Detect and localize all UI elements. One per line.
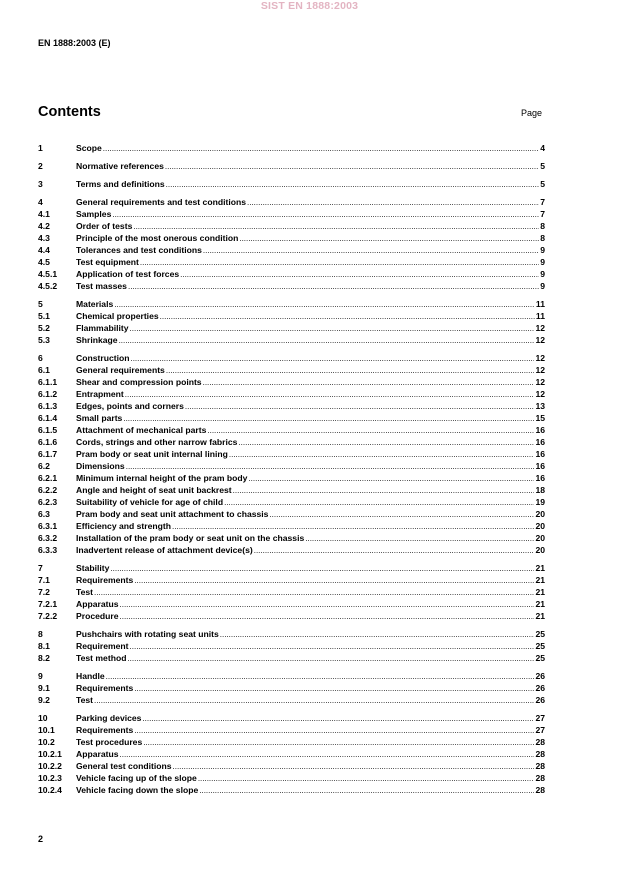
toc-entry-number: 10.1 bbox=[38, 725, 55, 735]
toc-dot-leader bbox=[199, 784, 534, 797]
toc-entry-number: 4 bbox=[38, 197, 43, 207]
toc-entry[interactable] bbox=[38, 586, 545, 598]
toc-dot-leader bbox=[120, 610, 535, 623]
toc-entry[interactable] bbox=[38, 364, 545, 376]
toc-entry-title: Test equipment bbox=[76, 257, 139, 267]
toc-entry-number: 6.3.2 bbox=[38, 533, 58, 543]
toc-entry-number: 6.1.5 bbox=[38, 425, 58, 435]
toc-entry-page: 7 bbox=[540, 209, 545, 219]
toc-entry-number: 4.2 bbox=[38, 221, 50, 231]
toc-entry-number: 6.1.1 bbox=[38, 377, 58, 387]
toc-entry-title: Test masses bbox=[76, 281, 127, 291]
toc-entry[interactable] bbox=[38, 598, 545, 610]
toc-entry[interactable] bbox=[38, 748, 545, 760]
toc-entry-page: 25 bbox=[535, 653, 545, 663]
toc-entry-title: Chemical properties bbox=[76, 311, 159, 321]
toc-entry[interactable] bbox=[38, 142, 545, 154]
toc-dot-leader bbox=[103, 142, 539, 155]
toc-entry-page: 16 bbox=[535, 461, 545, 471]
toc-entry-page: 12 bbox=[535, 389, 545, 399]
toc-entry-title: Requirements bbox=[76, 725, 134, 735]
toc-dot-leader bbox=[254, 544, 535, 557]
toc-entry[interactable] bbox=[38, 508, 545, 520]
toc-entry-title: Order of tests bbox=[76, 221, 133, 231]
toc-entry[interactable] bbox=[38, 694, 545, 706]
toc-entry-page: 28 bbox=[535, 749, 545, 759]
toc-entry-title: Pushchairs with rotating seat units bbox=[76, 629, 219, 639]
toc-entry[interactable] bbox=[38, 562, 545, 574]
toc-entry-page: 20 bbox=[535, 509, 545, 519]
toc-entry-page: 20 bbox=[535, 521, 545, 531]
toc-entry-title: General requirements and test conditions bbox=[76, 197, 247, 207]
toc-entry-page: 9 bbox=[540, 257, 545, 267]
toc-entry-number: 10.2.3 bbox=[38, 773, 62, 783]
toc-entry-title: Requirements bbox=[76, 575, 134, 585]
toc-section-group bbox=[38, 712, 545, 796]
toc-entry-number: 7 bbox=[38, 563, 43, 573]
toc-section-group bbox=[38, 142, 545, 154]
toc-entry-page: 28 bbox=[535, 785, 545, 795]
toc-entry[interactable] bbox=[38, 322, 545, 334]
toc-entry-page: 12 bbox=[535, 377, 545, 387]
toc-section-group bbox=[38, 178, 545, 190]
toc-entry[interactable] bbox=[38, 310, 545, 322]
toc-entry-number: 6.3.3 bbox=[38, 545, 58, 555]
toc-entry-page: 20 bbox=[535, 545, 545, 555]
toc-entry[interactable] bbox=[38, 280, 545, 292]
toc-entry-title: Application of test forces bbox=[76, 269, 180, 279]
toc-entry[interactable] bbox=[38, 298, 545, 310]
toc-entry[interactable] bbox=[38, 220, 545, 232]
toc-entry[interactable] bbox=[38, 208, 545, 220]
toc-entry-page: 16 bbox=[535, 473, 545, 483]
toc-entry-number: 4.1 bbox=[38, 209, 50, 219]
toc-entry-title: Requirements bbox=[76, 683, 134, 693]
toc-entry-title: Small parts bbox=[76, 413, 123, 423]
toc-entry-title: Inadvertent release of attachment device(s) bbox=[76, 545, 253, 555]
toc-entry-title: Parking devices bbox=[76, 713, 142, 723]
toc-entry-number: 7.1 bbox=[38, 575, 50, 585]
toc-entry[interactable] bbox=[38, 724, 545, 736]
toc-entry-page: 12 bbox=[535, 353, 545, 363]
toc-entry-title: Test bbox=[76, 695, 94, 705]
toc-entry[interactable] bbox=[38, 544, 545, 556]
toc-entry-title: Dimensions bbox=[76, 461, 125, 471]
toc-entry-title: Samples bbox=[76, 209, 112, 219]
toc-entry-page: 26 bbox=[535, 671, 545, 681]
toc-entry-number: 4.5 bbox=[38, 257, 50, 267]
toc-entry-page: 27 bbox=[535, 725, 545, 735]
toc-entry-title: Tolerances and test conditions bbox=[76, 245, 202, 255]
toc-entry[interactable] bbox=[38, 352, 545, 364]
toc-entry[interactable] bbox=[38, 244, 545, 256]
toc-entry[interactable] bbox=[38, 268, 545, 280]
toc-entry-page: 21 bbox=[535, 587, 545, 597]
toc-entry-title: Entrapment bbox=[76, 389, 124, 399]
toc-entry-title: Minimum internal height of the pram body bbox=[76, 473, 248, 483]
document-id: EN 1888:2003 (E) bbox=[38, 38, 111, 48]
toc-entry[interactable] bbox=[38, 760, 545, 772]
toc-entry[interactable] bbox=[38, 532, 545, 544]
toc-entry-page: 25 bbox=[535, 641, 545, 651]
toc-entry-title: Normative references bbox=[76, 161, 164, 171]
toc-entry-page: 9 bbox=[540, 269, 545, 279]
toc-entry-number: 3 bbox=[38, 179, 43, 189]
toc-entry-page: 12 bbox=[535, 323, 545, 333]
toc-entry-number: 6.3.1 bbox=[38, 521, 58, 531]
toc-entry-page: 21 bbox=[535, 599, 545, 609]
toc-entry-title: Principle of the most onerous condition bbox=[76, 233, 239, 243]
toc-entry[interactable] bbox=[38, 640, 545, 652]
toc-entry-title: Handle bbox=[76, 671, 105, 681]
toc-dot-leader bbox=[128, 280, 539, 293]
toc-entry-page: 11 bbox=[535, 299, 545, 309]
toc-entry-number: 6.2 bbox=[38, 461, 50, 471]
toc-entry-title: Attachment of mechanical parts bbox=[76, 425, 207, 435]
toc-entry-page: 9 bbox=[540, 245, 545, 255]
toc-entry-page: 16 bbox=[535, 425, 545, 435]
toc-section-group bbox=[38, 160, 545, 172]
toc-entry-title: General test conditions bbox=[76, 761, 172, 771]
toc-entry-page: 18 bbox=[535, 485, 545, 495]
toc-entry-number: 5.1 bbox=[38, 311, 50, 321]
toc-entry-title: Test procedures bbox=[76, 737, 143, 747]
toc-entry-title: Flammability bbox=[76, 323, 129, 333]
toc-entry-title: Stability bbox=[76, 563, 110, 573]
toc-dot-leader bbox=[119, 334, 535, 347]
toc-entry-number: 6.2.2 bbox=[38, 485, 58, 495]
toc-entry-page: 15 bbox=[535, 413, 545, 423]
toc-entry-number: 7.2.1 bbox=[38, 599, 58, 609]
toc-entry-number: 8.1 bbox=[38, 641, 50, 651]
toc-entry-title: Terms and definitions bbox=[76, 179, 165, 189]
toc-entry[interactable] bbox=[38, 472, 545, 484]
toc-entry[interactable] bbox=[38, 196, 545, 208]
toc-entry-page: 20 bbox=[535, 533, 545, 543]
toc-entry-title: Suitability of vehicle for age of child bbox=[76, 497, 224, 507]
toc-entry-number: 6 bbox=[38, 353, 43, 363]
toc-entry-number: 9.1 bbox=[38, 683, 50, 693]
toc-entry-number: 6.1.6 bbox=[38, 437, 58, 447]
toc-entry[interactable] bbox=[38, 784, 545, 796]
toc-entry[interactable] bbox=[38, 178, 545, 190]
toc-dot-leader bbox=[94, 694, 534, 707]
toc-entry-number: 10 bbox=[38, 713, 48, 723]
toc-entry-title: Efficiency and strength bbox=[76, 521, 172, 531]
toc-entry[interactable] bbox=[38, 334, 545, 346]
toc-entry-page: 28 bbox=[535, 761, 545, 771]
toc-entry-title: Apparatus bbox=[76, 749, 119, 759]
toc-entry-title: Vehicle facing down the slope bbox=[76, 785, 199, 795]
toc-entry-title: General requirements bbox=[76, 365, 165, 375]
toc-entry[interactable] bbox=[38, 610, 545, 622]
toc-entry-page: 19 bbox=[535, 497, 545, 507]
toc-entry-page: 8 bbox=[540, 221, 545, 231]
toc-entry-number: 4.3 bbox=[38, 233, 50, 243]
toc-entry-title: Apparatus bbox=[76, 599, 119, 609]
toc-entry-number: 10.2.1 bbox=[38, 749, 62, 759]
toc-entry-number: 10.2.2 bbox=[38, 761, 62, 771]
toc-entry-page: 27 bbox=[535, 713, 545, 723]
toc-entry-page: 5 bbox=[540, 161, 545, 171]
toc-section-group bbox=[38, 628, 545, 664]
toc-entry-title: Shear and compression points bbox=[76, 377, 202, 387]
toc-dot-leader bbox=[127, 652, 534, 665]
toc-entry-number: 6.1 bbox=[38, 365, 50, 375]
page-number: 2 bbox=[38, 834, 44, 844]
toc-entry-page: 16 bbox=[535, 437, 545, 447]
toc-entry[interactable] bbox=[38, 160, 545, 172]
toc-entry-number: 4.5.2 bbox=[38, 281, 58, 291]
toc-entry-title: Pram body and seat unit attachment to chassis bbox=[76, 509, 269, 519]
toc-entry[interactable] bbox=[38, 400, 545, 412]
toc-entry-number: 8.2 bbox=[38, 653, 50, 663]
toc-entry-title: Requirement bbox=[76, 641, 129, 651]
toc-entry[interactable] bbox=[38, 652, 545, 664]
contents-title: Contents bbox=[38, 104, 101, 120]
toc-entry-number: 6.1.3 bbox=[38, 401, 58, 411]
toc-entry-title: Test bbox=[76, 587, 94, 597]
toc-entry-title: Edges, points and corners bbox=[76, 401, 184, 411]
toc-entry-page: 11 bbox=[535, 311, 545, 321]
toc-entry-page: 9 bbox=[540, 281, 545, 291]
table-of-contents bbox=[38, 142, 545, 802]
toc-entry-number: 9 bbox=[38, 671, 43, 681]
toc-section-group bbox=[38, 196, 545, 292]
toc-entry-page: 21 bbox=[535, 611, 545, 621]
toc-entry-number: 1 bbox=[38, 143, 43, 153]
toc-entry[interactable] bbox=[38, 424, 545, 436]
toc-entry-title: Scope bbox=[76, 143, 102, 153]
toc-entry-title: Materials bbox=[76, 299, 114, 309]
toc-entry-title: Installation of the pram body or seat unit on the chassis bbox=[76, 533, 305, 543]
toc-entry-page: 8 bbox=[540, 233, 545, 243]
toc-entry[interactable] bbox=[38, 772, 545, 784]
toc-entry[interactable] bbox=[38, 628, 545, 640]
toc-entry[interactable] bbox=[38, 256, 545, 268]
toc-entry-number: 4.5.1 bbox=[38, 269, 58, 279]
toc-entry-page: 4 bbox=[540, 143, 545, 153]
toc-entry-number: 5.3 bbox=[38, 335, 50, 345]
toc-section-group bbox=[38, 298, 545, 346]
toc-dot-leader bbox=[166, 178, 540, 191]
toc-section-group bbox=[38, 562, 545, 622]
toc-entry-title: Angle and height of seat unit backrest bbox=[76, 485, 232, 495]
toc-entry[interactable] bbox=[38, 484, 545, 496]
toc-entry-number: 4.4 bbox=[38, 245, 50, 255]
page-column-heading: Page bbox=[521, 108, 543, 118]
toc-entry-title: Vehicle facing up of the slope bbox=[76, 773, 197, 783]
toc-entry-title: Shrinkage bbox=[76, 335, 118, 345]
toc-entry[interactable] bbox=[38, 496, 545, 508]
toc-entry-number: 6.3 bbox=[38, 509, 50, 519]
toc-entry-number: 10.2.4 bbox=[38, 785, 62, 795]
watermark: SIST EN 1888:2003 bbox=[260, 0, 359, 12]
toc-entry-number: 5.2 bbox=[38, 323, 50, 333]
toc-entry-page: 21 bbox=[535, 575, 545, 585]
toc-entry-page: 13 bbox=[535, 401, 545, 411]
toc-section-group bbox=[38, 352, 545, 556]
toc-entry-page: 5 bbox=[540, 179, 545, 189]
toc-entry[interactable] bbox=[38, 574, 545, 586]
toc-entry-page: 28 bbox=[535, 773, 545, 783]
toc-entry[interactable] bbox=[38, 412, 545, 424]
toc-entry[interactable] bbox=[38, 736, 545, 748]
toc-entry[interactable] bbox=[38, 448, 545, 460]
toc-entry-title: Cords, strings and other narrow fabrics bbox=[76, 437, 238, 447]
toc-dot-leader bbox=[165, 160, 539, 173]
toc-entry[interactable] bbox=[38, 460, 545, 472]
toc-entry-page: 12 bbox=[535, 335, 545, 345]
toc-entry-number: 9.2 bbox=[38, 695, 50, 705]
toc-entry-title: Test method bbox=[76, 653, 127, 663]
toc-entry[interactable] bbox=[38, 376, 545, 388]
toc-entry-number: 5 bbox=[38, 299, 43, 309]
toc-entry[interactable] bbox=[38, 712, 545, 724]
toc-entry-page: 16 bbox=[535, 449, 545, 459]
toc-entry-page: 25 bbox=[535, 629, 545, 639]
toc-entry[interactable] bbox=[38, 232, 545, 244]
toc-entry-page: 12 bbox=[535, 365, 545, 375]
toc-entry-number: 7.2.2 bbox=[38, 611, 58, 621]
toc-entry-number: 6.1.7 bbox=[38, 449, 58, 459]
toc-entry-number: 6.1.2 bbox=[38, 389, 58, 399]
toc-entry-title: Procedure bbox=[76, 611, 119, 621]
toc-entry[interactable] bbox=[38, 436, 545, 448]
toc-entry[interactable] bbox=[38, 682, 545, 694]
toc-entry-number: 8 bbox=[38, 629, 43, 639]
toc-entry-number: 6.2.1 bbox=[38, 473, 58, 483]
toc-entry-number: 6.2.3 bbox=[38, 497, 58, 507]
toc-entry-title: Construction bbox=[76, 353, 130, 363]
toc-entry-page: 21 bbox=[535, 563, 545, 573]
toc-entry-page: 26 bbox=[535, 683, 545, 693]
toc-entry-page: 28 bbox=[535, 737, 545, 747]
toc-section-group bbox=[38, 670, 545, 706]
toc-entry[interactable] bbox=[38, 670, 545, 682]
toc-entry-number: 7.2 bbox=[38, 587, 50, 597]
toc-entry-number: 2 bbox=[38, 161, 43, 171]
toc-entry[interactable] bbox=[38, 388, 545, 400]
toc-entry-title: Pram body or seat unit internal lining bbox=[76, 449, 228, 459]
toc-entry-number: 6.1.4 bbox=[38, 413, 58, 423]
toc-entry-number: 10.2 bbox=[38, 737, 55, 747]
toc-entry[interactable] bbox=[38, 520, 545, 532]
toc-entry-page: 26 bbox=[535, 695, 545, 705]
toc-entry-page: 7 bbox=[540, 197, 545, 207]
